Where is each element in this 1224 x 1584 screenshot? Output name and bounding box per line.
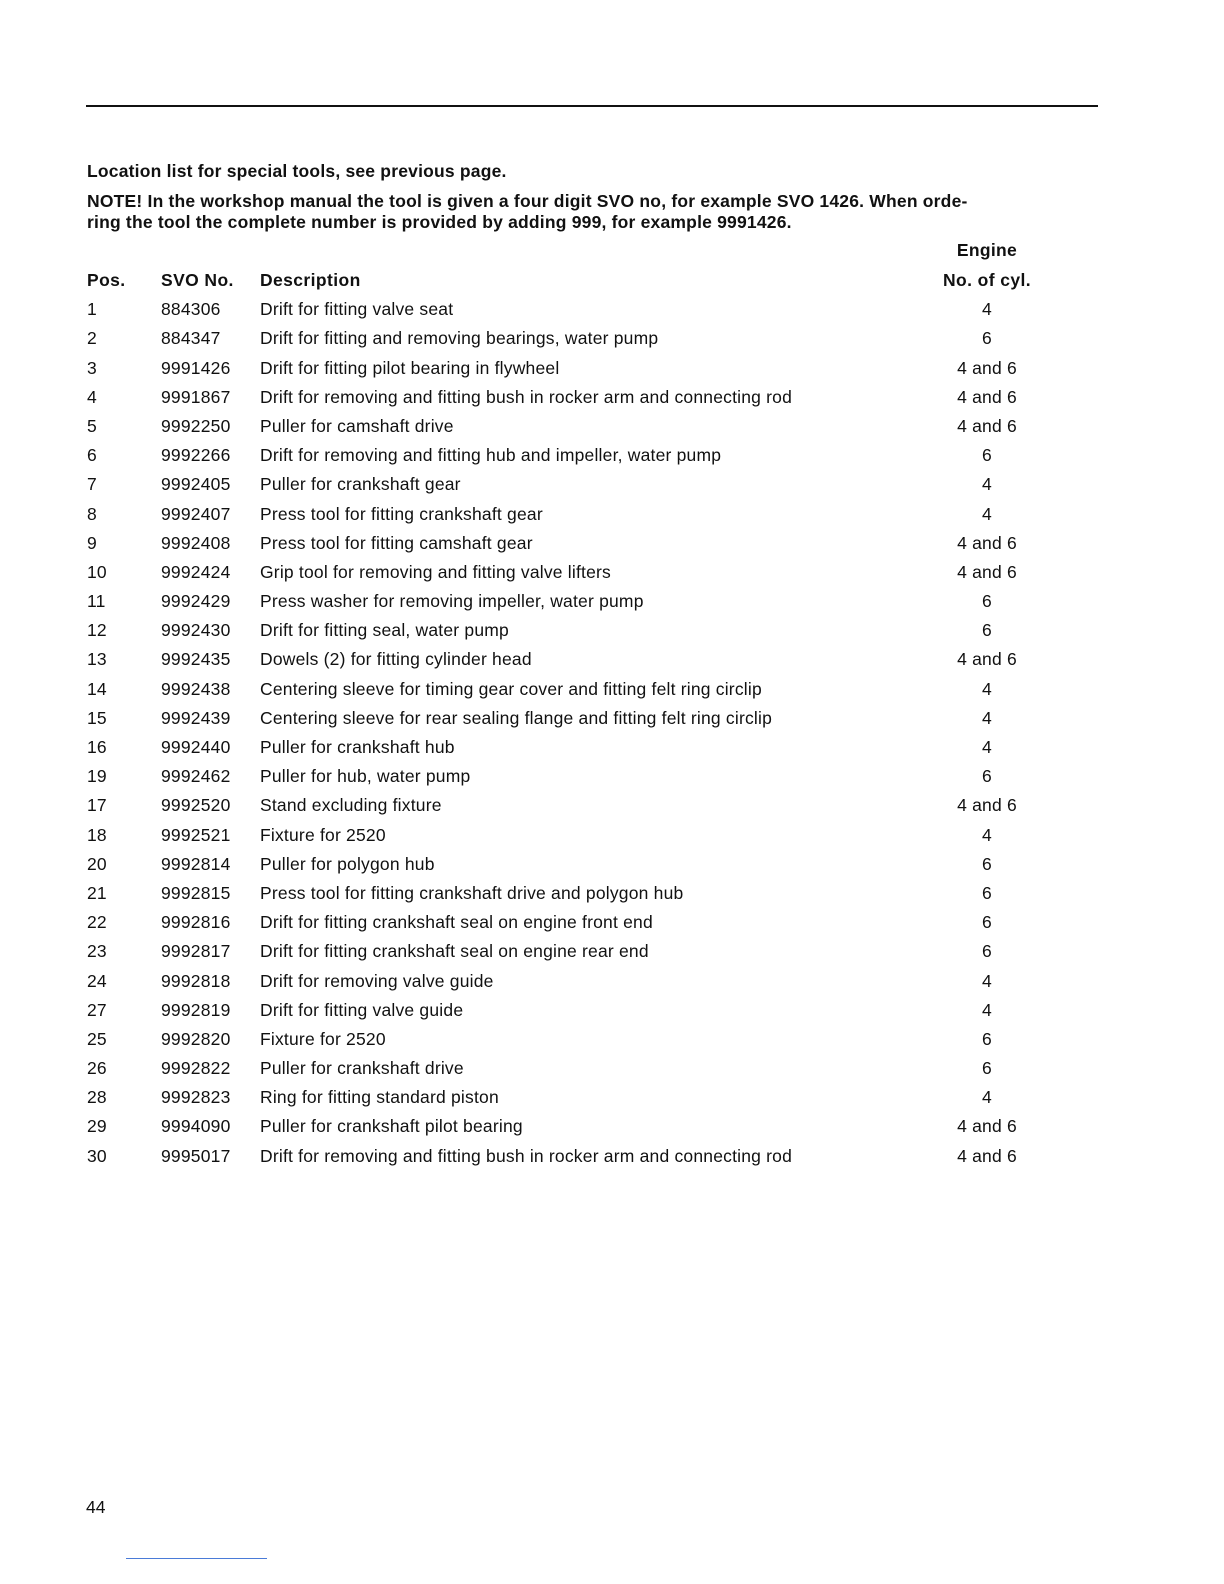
pos-cell: 17 xyxy=(87,795,107,816)
bottom-link-underline xyxy=(126,1558,267,1559)
pos-cell: 23 xyxy=(87,941,107,962)
svo-number-cell: 9992438 xyxy=(161,678,231,699)
description-cell: Puller for camshaft drive xyxy=(260,415,454,436)
description-cell: Stand excluding fixture xyxy=(260,795,442,816)
pos-cell: 27 xyxy=(87,999,107,1020)
top-divider xyxy=(86,105,1098,107)
table-row xyxy=(0,879,1224,908)
cylinders-cell: 6 xyxy=(982,766,992,787)
pos-cell: 14 xyxy=(87,678,107,699)
cylinders-cell: 4 xyxy=(982,1087,992,1108)
cylinders-cell: 4 and 6 xyxy=(957,532,1017,553)
table-row xyxy=(0,908,1224,937)
description-cell: Drift for fitting valve seat xyxy=(260,299,454,320)
description-cell: Drift for removing valve guide xyxy=(260,970,494,991)
cylinders-cell: 4 xyxy=(982,299,992,320)
svo-number-cell: 884347 xyxy=(161,328,221,349)
cylinders-cell: 6 xyxy=(982,445,992,466)
table-header-row xyxy=(0,266,1224,295)
svo-number-cell: 9991867 xyxy=(161,386,231,407)
description-cell: Press tool for fitting camshaft gear xyxy=(260,532,533,553)
table-row xyxy=(0,791,1224,820)
cylinders-cell: 4 and 6 xyxy=(957,649,1017,670)
table-row xyxy=(0,1112,1224,1141)
table-row xyxy=(0,470,1224,499)
svo-number-cell: 9992250 xyxy=(161,415,231,436)
pos-cell: 19 xyxy=(87,766,107,787)
svo-number-cell: 884306 xyxy=(161,299,221,320)
cylinders-cell: 4 xyxy=(982,970,992,991)
table-row xyxy=(0,675,1224,704)
pos-cell: 21 xyxy=(87,882,107,903)
svo-number-cell: 9992462 xyxy=(161,766,231,787)
description-column-header: Description xyxy=(260,270,361,290)
pos-cell: 9 xyxy=(87,532,97,553)
cylinders-cell: 6 xyxy=(982,912,992,933)
svo-number-cell: 9992266 xyxy=(161,445,231,466)
description-cell: Drift for removing and fitting hub and impeller, water pump xyxy=(260,445,722,466)
cylinders-cell: 4 and 6 xyxy=(957,1145,1017,1166)
svo-number-cell: 9992408 xyxy=(161,532,231,553)
table-row xyxy=(0,1083,1224,1112)
table-row xyxy=(0,762,1224,791)
svo-number-cell: 9992424 xyxy=(161,561,231,582)
description-cell: Drift for fitting crankshaft seal on engine rear end xyxy=(260,941,649,962)
pos-cell: 12 xyxy=(87,620,107,641)
table-row xyxy=(0,587,1224,616)
description-cell: Drift for fitting valve guide xyxy=(260,999,464,1020)
svo-number-cell: 9992430 xyxy=(161,620,231,641)
pos-cell: 28 xyxy=(87,1087,107,1108)
table-row xyxy=(0,500,1224,529)
description-cell: Puller for polygon hub xyxy=(260,853,435,874)
cylinders-cell: 4 and 6 xyxy=(957,795,1017,816)
description-cell: Drift for removing and fitting bush in rocker arm and connecting rod xyxy=(260,386,793,407)
pos-cell: 3 xyxy=(87,357,97,378)
pos-cell: 13 xyxy=(87,649,107,670)
pos-cell: 24 xyxy=(87,970,107,991)
cylinders-cell: 4 xyxy=(982,474,992,495)
svo-number-cell: 9992818 xyxy=(161,970,231,991)
svo-number-cell: 9994090 xyxy=(161,1116,231,1137)
description-cell: Puller for hub, water pump xyxy=(260,766,471,787)
svo-number-cell: 9992439 xyxy=(161,707,231,728)
svo-number-cell: 9992407 xyxy=(161,503,231,524)
cylinders-cell: 6 xyxy=(982,591,992,612)
pos-cell: 6 xyxy=(87,445,97,466)
cylinders-cell: 6 xyxy=(982,328,992,349)
cylinders-cell: 6 xyxy=(982,853,992,874)
svo-number-cell: 9992429 xyxy=(161,591,231,612)
location-list-heading: Location list for special tools, see previous page. xyxy=(87,161,507,181)
description-cell: Puller for crankshaft pilot bearing xyxy=(260,1116,523,1137)
table-row xyxy=(0,1054,1224,1083)
pos-cell: 25 xyxy=(87,1028,107,1049)
cylinders-cell: 4 xyxy=(982,824,992,845)
table-row xyxy=(0,704,1224,733)
table-row xyxy=(0,1142,1224,1171)
cylinders-cell: 4 xyxy=(982,503,992,524)
svo-number-cell: 9992823 xyxy=(161,1087,231,1108)
special-tools-table xyxy=(0,266,1224,1171)
cylinders-cell: 4 xyxy=(982,999,992,1020)
table-row xyxy=(0,733,1224,762)
note-line-1: NOTE! In the workshop manual the tool is given a four digit SVO no, for example SVO 1426. When orde- xyxy=(87,191,968,211)
cylinders-cell: 4 xyxy=(982,678,992,699)
cylinders-cell: 4 and 6 xyxy=(957,415,1017,436)
pos-cell: 22 xyxy=(87,912,107,933)
pos-cell: 10 xyxy=(87,561,107,582)
cylinders-cell: 6 xyxy=(982,620,992,641)
pos-cell: 1 xyxy=(87,299,97,320)
pos-column-header: Pos. xyxy=(87,270,126,290)
page-number: 44 xyxy=(86,1497,106,1517)
description-cell: Puller for crankshaft hub xyxy=(260,737,455,757)
cylinders-cell: 4 xyxy=(982,707,992,728)
description-cell: Press tool for fitting crankshaft gear xyxy=(260,503,543,524)
svo-number-cell: 9992520 xyxy=(161,795,231,816)
cylinders-cell: 4 xyxy=(982,737,992,757)
table-row xyxy=(0,412,1224,441)
table-row xyxy=(0,354,1224,383)
pos-cell: 29 xyxy=(87,1116,107,1137)
table-row xyxy=(0,645,1224,674)
pos-cell: 15 xyxy=(87,707,107,728)
svo-number-cell: 9992819 xyxy=(161,999,231,1020)
svo-column-header: SVO No. xyxy=(161,270,234,290)
pos-cell: 30 xyxy=(87,1145,107,1166)
svo-number-cell: 9992814 xyxy=(161,853,231,874)
table-row xyxy=(0,295,1224,324)
description-cell: Fixture for 2520 xyxy=(260,824,386,845)
note-line-2: ring the tool the complete number is provided by adding 999, for example 9991426. xyxy=(87,212,792,232)
table-row xyxy=(0,967,1224,996)
pos-cell: 11 xyxy=(87,591,106,612)
cylinders-cell: 6 xyxy=(982,1058,992,1079)
table-body xyxy=(0,295,1224,1171)
pos-cell: 7 xyxy=(87,474,97,495)
table-row xyxy=(0,850,1224,879)
description-cell: Fixture for 2520 xyxy=(260,1028,386,1049)
description-cell: Centering sleeve for timing gear cover and fitting felt ring circlip xyxy=(260,678,762,699)
cylinders-cell: 4 and 6 xyxy=(957,357,1017,378)
pos-cell: 4 xyxy=(87,386,97,407)
svo-number-cell: 9992820 xyxy=(161,1028,231,1049)
svo-number-cell: 9995017 xyxy=(161,1145,231,1166)
description-cell: Drift for fitting crankshaft seal on engine front end xyxy=(260,912,653,933)
table-row xyxy=(0,1025,1224,1054)
svo-number-cell: 9992822 xyxy=(161,1058,231,1079)
table-row xyxy=(0,996,1224,1025)
cylinders-cell: 6 xyxy=(982,882,992,903)
description-cell: Press washer for removing impeller, water pump xyxy=(260,591,644,612)
svo-number-cell: 9992815 xyxy=(161,882,231,903)
description-cell: Drift for removing and fitting bush in rocker arm and connecting rod xyxy=(260,1145,793,1166)
description-cell: Ring for fitting standard piston xyxy=(260,1087,499,1108)
pos-cell: 5 xyxy=(87,415,97,436)
table-row xyxy=(0,821,1224,850)
pos-cell: 2 xyxy=(87,328,97,349)
pos-cell: 20 xyxy=(87,853,107,874)
description-cell: Drift for fitting seal, water pump xyxy=(260,620,509,641)
pos-cell: 8 xyxy=(87,503,97,524)
table-row xyxy=(0,616,1224,645)
cylinders-column-header: No. of cyl. xyxy=(942,270,1032,290)
pos-cell: 18 xyxy=(87,824,107,845)
table-row xyxy=(0,937,1224,966)
table-row xyxy=(0,383,1224,412)
svo-number-cell: 9992440 xyxy=(161,737,231,757)
svo-number-cell: 9992405 xyxy=(161,474,231,495)
engine-column-group-header: Engine xyxy=(956,240,1018,260)
description-cell: Dowels (2) for fitting cylinder head xyxy=(260,649,532,670)
pos-cell: 16 xyxy=(87,737,107,757)
cylinders-cell: 6 xyxy=(982,941,992,962)
table-row xyxy=(0,558,1224,587)
svo-number-cell: 9992435 xyxy=(161,649,231,670)
description-cell: Grip tool for removing and fitting valve lifters xyxy=(260,561,611,582)
description-cell: Puller for crankshaft gear xyxy=(260,474,461,495)
cylinders-cell: 4 and 6 xyxy=(957,386,1017,407)
description-cell: Puller for crankshaft drive xyxy=(260,1058,464,1079)
description-cell: Drift for fitting and removing bearings, water pump xyxy=(260,328,659,349)
description-cell: Drift for fitting pilot bearing in flywheel xyxy=(260,357,560,378)
description-cell: Centering sleeve for rear sealing flange and fitting felt ring circlip xyxy=(260,707,773,728)
table-row xyxy=(0,441,1224,470)
svo-number-cell: 9992521 xyxy=(161,824,231,845)
svo-number-cell: 9992817 xyxy=(161,941,231,962)
cylinders-cell: 4 and 6 xyxy=(957,561,1017,582)
svo-number-note xyxy=(87,191,1087,233)
pos-cell: 26 xyxy=(87,1058,107,1079)
cylinders-cell: 6 xyxy=(982,1028,992,1049)
description-cell: Press tool for fitting crankshaft drive and polygon hub xyxy=(260,882,684,903)
table-row xyxy=(0,324,1224,353)
table-row xyxy=(0,529,1224,558)
svo-number-cell: 9992816 xyxy=(161,912,231,933)
svo-number-cell: 9991426 xyxy=(161,357,231,378)
cylinders-cell: 4 and 6 xyxy=(957,1116,1017,1137)
